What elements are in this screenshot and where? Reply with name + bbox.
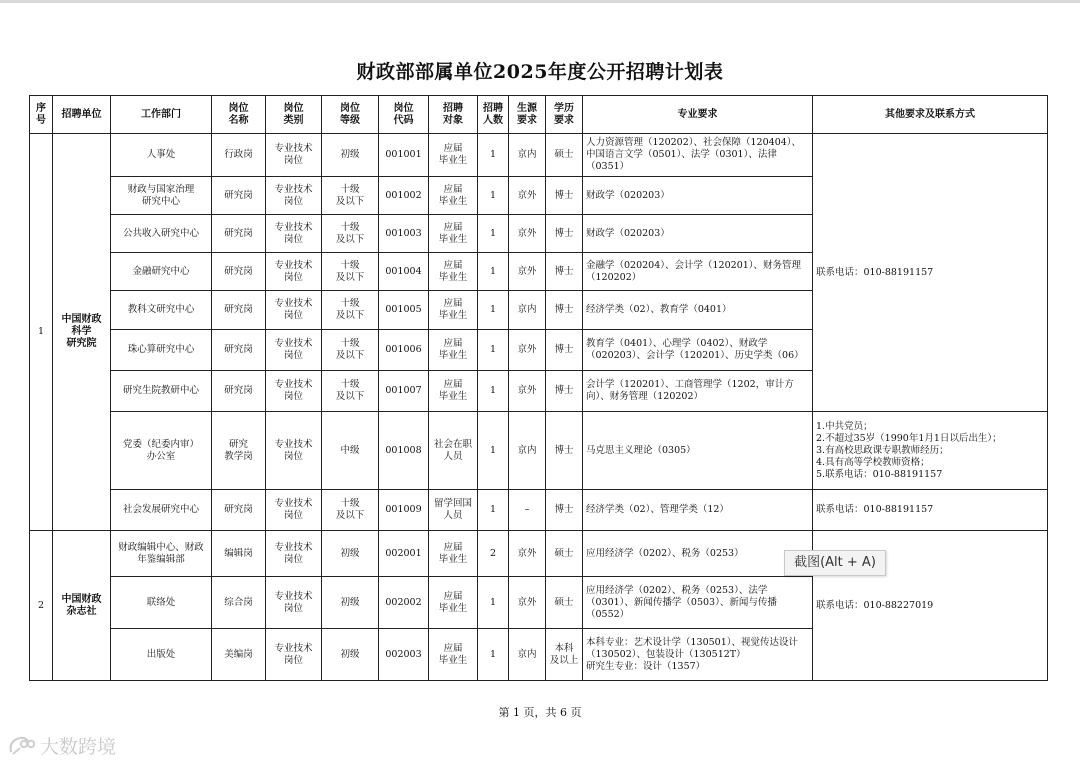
post-name-cell: 行政岗 [212,134,266,177]
header-major: 专业要求 [583,96,813,134]
major-cell: 经济学类（02）、管理学类（12） [583,490,813,531]
origin-cell: 京内 [509,291,546,330]
edu-cell: 博士 [546,371,583,412]
post-level-cell: 初级 [322,531,379,577]
post-code-cell: 001007 [379,371,429,412]
count-cell: 2 [478,531,509,577]
post-code-cell: 001004 [379,253,429,291]
dept-cell: 人事处 [111,134,212,177]
edu-cell: 博士 [546,253,583,291]
major-cell: 人力资源管理（120202）、社会保障（120404）、中国语言文学（0501）、法学（0301）、法律（0351） [583,134,813,177]
post-name-cell: 编辑岗 [212,531,266,577]
post-level-cell: 初级 [322,577,379,629]
dept-cell: 研究生院教研中心 [111,371,212,412]
header-seq: 序 号 [30,96,53,134]
dept-cell: 社会发展研究中心 [111,490,212,531]
unit-name: 中国财政 杂志社 [53,531,111,681]
header-unit: 招聘单位 [53,96,111,134]
seq-cell: 1 [30,134,53,531]
post-level-cell: 十级 及以下 [322,291,379,330]
post-name-cell: 研究岗 [212,177,266,215]
post-code-cell: 001006 [379,330,429,371]
post-level-cell: 初级 [322,629,379,681]
target-cell: 社会在职 人员 [429,412,478,490]
post-level-cell: 十级 及以下 [322,215,379,253]
dept-cell: 珠心算研究中心 [111,330,212,371]
post-level-cell: 十级 及以下 [322,330,379,371]
post-code-cell: 001009 [379,490,429,531]
post-name-cell: 研究岗 [212,291,266,330]
header-target: 招聘 对象 [429,96,478,134]
seq-cell: 2 [30,531,53,681]
dept-cell: 财政编辑中心、财政 年鉴编辑部 [111,531,212,577]
count-cell: 1 [478,177,509,215]
page-indicator: 第 1 页，共 6 页 [498,706,582,719]
recruitment-table [29,95,1048,681]
post-name-cell: 研究 教学岗 [212,412,266,490]
other-cell: 联系电话：010-88191157 [813,134,1048,412]
table-row [30,490,1048,531]
watermark-logo-icon [8,734,36,756]
major-cell: 马克思主义理论（0305） [583,412,813,490]
dept-cell: 出版处 [111,629,212,681]
post-name-cell: 研究岗 [212,330,266,371]
dept-cell: 金融研究中心 [111,253,212,291]
count-cell: 1 [478,215,509,253]
header-post-type: 岗位 类别 [266,96,322,134]
post-code-cell: 001003 [379,215,429,253]
major-cell: 金融学（020204）、会计学（120201）、财务管理（120202） [583,253,813,291]
post-name-cell: 研究岗 [212,253,266,291]
edu-cell: 硕士 [546,577,583,629]
target-cell: 应届 毕业生 [429,291,478,330]
count-cell: 1 [478,330,509,371]
count-cell: 1 [478,629,509,681]
other-cell: 1.中共党员； 2.不超过35岁（1990年1月1日以后出生）； 3.有高校思政课专职教师经历； 4.具有高等学校教师资格； 5.联系电话：010-88191157 [813,412,1048,490]
target-cell: 应届 毕业生 [429,215,478,253]
major-cell: 教育学（0401）、心理学（0402）、财政学（020203）、会计学（120201）、历史学类（06） [583,330,813,371]
table-row [30,412,1048,490]
post-type-cell: 专业技术 岗位 [266,134,322,177]
table-row [30,134,1048,177]
post-type-cell: 专业技术 岗位 [266,577,322,629]
edu-cell: 博士 [546,330,583,371]
count-cell: 1 [478,134,509,177]
table-row [30,531,1048,577]
viewer-top-edge [0,0,1080,3]
post-level-cell: 十级 及以下 [322,490,379,531]
post-type-cell: 专业技术 岗位 [266,253,322,291]
post-code-cell: 002001 [379,531,429,577]
count-cell: 1 [478,371,509,412]
count-cell: 1 [478,412,509,490]
post-type-cell: 专业技术 岗位 [266,490,322,531]
origin-cell: 京外 [509,371,546,412]
post-type-cell: 专业技术 岗位 [266,215,322,253]
edu-cell: 硕士 [546,531,583,577]
post-type-cell: 专业技术 岗位 [266,531,322,577]
origin-cell: 京外 [509,253,546,291]
edu-cell: 博士 [546,412,583,490]
post-type-cell: 专业技术 岗位 [266,291,322,330]
post-code-cell: 001005 [379,291,429,330]
table-header-row [30,96,1048,134]
edu-cell: 博士 [546,177,583,215]
header-edu: 学历 要求 [546,96,583,134]
post-name-cell: 研究岗 [212,215,266,253]
origin-cell: 京内 [509,412,546,490]
major-cell: 应用经济学（0202）、税务（0253） [583,531,813,577]
major-cell: 经济学类（02）、教育学（0401） [583,291,813,330]
post-level-cell: 十级 及以下 [322,371,379,412]
count-cell: 1 [478,291,509,330]
header-dept: 工作部门 [111,96,212,134]
header-other: 其他要求及联系方式 [813,96,1048,134]
origin-cell: 京内 [509,629,546,681]
dept-cell: 党委（纪委内审） 办公室 [111,412,212,490]
other-cell: 联系电话：010-88227019 [813,531,1048,681]
post-name-cell: 美编岗 [212,629,266,681]
count-cell: 1 [478,490,509,531]
post-type-cell: 专业技术 岗位 [266,412,322,490]
origin-cell: 京外 [509,177,546,215]
document-title: 财政部部属单位2025年度公开招聘计划表 [356,61,724,83]
post-code-cell: 002003 [379,629,429,681]
post-name-cell: 研究岗 [212,371,266,412]
major-cell: 应用经济学（0202）、税务（0253）、法学（0301）、新闻传播学（0503）、新闻与传播（0552） [583,577,813,629]
target-cell: 留学回国 人员 [429,490,478,531]
target-cell: 应届 毕业生 [429,330,478,371]
watermark [8,732,116,758]
unit-name: 中国财政 科学 研究院 [53,134,111,531]
post-type-cell: 专业技术 岗位 [266,371,322,412]
header-count: 招聘 人数 [478,96,509,134]
post-level-cell: 十级 及以下 [322,177,379,215]
header-post-name: 岗位 名称 [212,96,266,134]
edu-cell: 本科 及以上 [546,629,583,681]
origin-cell: 京外 [509,531,546,577]
origin-cell: 京外 [509,215,546,253]
dept-cell: 财政与国家治理 研究中心 [111,177,212,215]
origin-cell: – [509,490,546,531]
count-cell: 1 [478,577,509,629]
edu-cell: 硕士 [546,134,583,177]
header-post-level: 岗位 等级 [322,96,379,134]
major-cell: 会计学（120201）、工商管理学（1202，审计方向）、财务管理（120202） [583,371,813,412]
post-code-cell: 001001 [379,134,429,177]
edu-cell: 博士 [546,490,583,531]
watermark-text: 大数跨境 [40,735,117,758]
header-post-code: 岗位 代码 [379,96,429,134]
post-level-cell: 中级 [322,412,379,490]
post-code-cell: 002002 [379,577,429,629]
origin-cell: 京外 [509,330,546,371]
target-cell: 应届 毕业生 [429,629,478,681]
target-cell: 应届 毕业生 [429,253,478,291]
major-cell: 财政学（020203） [583,215,813,253]
post-type-cell: 专业技术 岗位 [266,629,322,681]
header-origin: 生源 要求 [509,96,546,134]
screenshot-tooltip: 截图(Alt + A) [784,550,886,576]
dept-cell: 公共收入研究中心 [111,215,212,253]
edu-cell: 博士 [546,291,583,330]
post-type-cell: 专业技术 岗位 [266,177,322,215]
origin-cell: 京内 [509,134,546,177]
target-cell: 应届 毕业生 [429,531,478,577]
edu-cell: 博士 [546,215,583,253]
post-level-cell: 十级 及以下 [322,253,379,291]
post-code-cell: 001008 [379,412,429,490]
post-name-cell: 综合岗 [212,577,266,629]
post-name-cell: 研究岗 [212,490,266,531]
post-type-cell: 专业技术 岗位 [266,330,322,371]
count-cell: 1 [478,253,509,291]
post-level-cell: 初级 [322,134,379,177]
target-cell: 应届 毕业生 [429,134,478,177]
major-cell: 本科专业：艺术设计学（130501）、视觉传达设计（130502）、包装设计（130512T） 研究生专业：设计（1357） [583,629,813,681]
origin-cell: 京外 [509,577,546,629]
other-cell: 联系电话：010-88191157 [813,490,1048,531]
target-cell: 应届 毕业生 [429,577,478,629]
dept-cell: 联络处 [111,577,212,629]
major-cell: 财政学（020203） [583,177,813,215]
dept-cell: 教科文研究中心 [111,291,212,330]
post-code-cell: 001002 [379,177,429,215]
target-cell: 应届 毕业生 [429,177,478,215]
target-cell: 应届 毕业生 [429,371,478,412]
